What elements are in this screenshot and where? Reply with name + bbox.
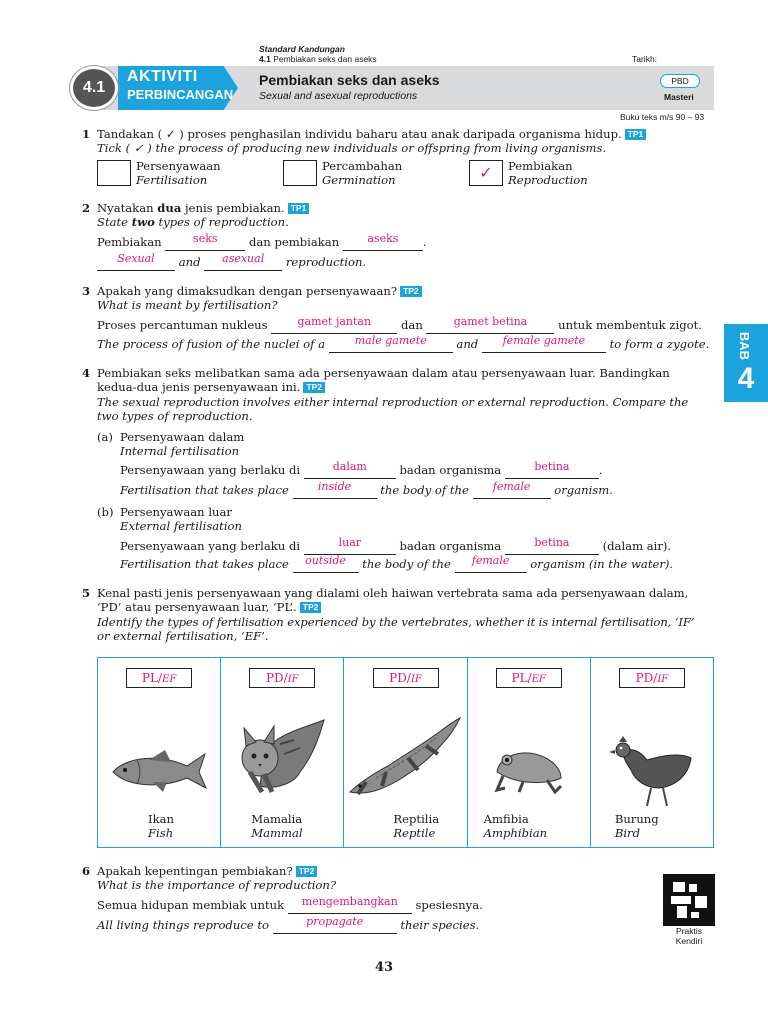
- animal-name-ms: Amfibia: [483, 812, 529, 826]
- question-number: 5: [82, 586, 91, 600]
- answer-line: [120, 536, 672, 555]
- animal-column-bird: [591, 658, 713, 847]
- answer-text: outside: [305, 554, 346, 567]
- answer-line: [120, 460, 603, 479]
- question-text: [97, 600, 321, 615]
- q2-text-ms-bold: dua: [157, 201, 182, 215]
- tag-ms: PD/: [635, 671, 658, 685]
- q3-line2-b: and: [456, 337, 479, 351]
- animal-name-en: Bird: [614, 826, 641, 840]
- question-number: 2: [82, 201, 91, 215]
- q4a-line1-c: .: [598, 463, 603, 477]
- activity-subtitle: PERBINCANGAN: [127, 87, 234, 102]
- animal-name-en: Mammal: [251, 826, 303, 840]
- tag-en: IF: [410, 674, 422, 685]
- q3-line2-a: The process of fusion of the nuclei of a: [97, 337, 326, 351]
- animal-name: [358, 812, 439, 840]
- standard-ref-text: Pembiakan seks dan aseks: [273, 54, 377, 64]
- q3-line1-c: untuk membentuk zigot.: [558, 318, 702, 332]
- option-en: Fertilisation: [136, 173, 208, 187]
- pbd-label: PBD: [671, 76, 689, 86]
- animal-name: [605, 812, 659, 840]
- answer-blank[interactable]: [455, 554, 527, 573]
- animal-name-en: Reptile: [393, 826, 436, 840]
- qr-label: [660, 926, 718, 946]
- question-text: [97, 864, 317, 879]
- q5-text-ms-2: ‘PD’ atau persenyawaan luar, ‘PL’.: [97, 600, 297, 614]
- animal-column-reptile: [344, 658, 467, 847]
- check-mark-icon: ✓: [479, 163, 493, 182]
- question-text-en: Identify the types of fertilisation experienced by the vertebrates, whether it is internal fertilisation, ‘IF’: [97, 615, 695, 629]
- question-text: Pembiakan seks melibatkan sama ada persenyawaan dalam atau persenyawaan luar. Bandingkan: [97, 366, 670, 380]
- q3-text-ms: Apakah yang dimaksudkan dengan persenyawaan?: [97, 284, 398, 298]
- answer-text: female: [471, 554, 510, 567]
- question-text-en: Tick ( ✓ ) the process of producing new individuals or offspring from living organisms.: [97, 141, 607, 155]
- q4a-line2-a: Fertilisation that takes place: [120, 483, 289, 497]
- q3-line1-a: Proses percantuman nukleus: [97, 318, 268, 332]
- chapter-number: 4: [737, 362, 755, 395]
- fertilisation-answer-tag[interactable]: [126, 668, 192, 688]
- tp-badge: TP1: [625, 129, 647, 140]
- answer-blank[interactable]: [271, 315, 397, 334]
- fertilisation-answer-tag[interactable]: [373, 668, 439, 688]
- subpart-title-en: Internal fertilisation: [120, 444, 240, 458]
- answer-blank[interactable]: [482, 334, 606, 353]
- animal-name-ms: Mamalia: [251, 812, 303, 826]
- date-label: Tarikh:: [632, 54, 658, 64]
- tag-ms: PD/: [265, 671, 288, 685]
- q4b-line2-b: the body of the: [362, 557, 451, 571]
- question-number: 1: [82, 127, 91, 141]
- answer-blank[interactable]: [288, 895, 412, 914]
- option-ms: Pembiakan: [508, 159, 573, 173]
- q4a-line1-b: badan organisma: [399, 463, 502, 477]
- textbook-ref: Buku teks m/s 90 – 93: [620, 112, 705, 122]
- answer-text: gamet jantan: [297, 315, 372, 328]
- q6-line2-b: their species.: [400, 918, 480, 932]
- tag-ms: PL/: [141, 671, 163, 685]
- option-ms: Percambahan: [322, 159, 403, 173]
- answer-text: male gamete: [354, 334, 427, 347]
- subpart-label: (a): [97, 430, 113, 444]
- answer-blank[interactable]: [304, 460, 396, 479]
- q4b-line1-a: Persenyawaan yang berlaku di: [120, 539, 301, 553]
- standard-ref-number: 4.1: [259, 54, 271, 64]
- question-text-en: What is meant by fertilisation?: [97, 298, 278, 312]
- q4b-line2-a: Fertilisation that takes place: [120, 557, 289, 571]
- question-text-en: two types of reproduction.: [97, 409, 253, 423]
- q4b-line1-c: (dalam air).: [602, 539, 672, 553]
- q2-text-en-1: State: [97, 215, 129, 229]
- q2-text-ms-2: jenis pembiakan.: [185, 201, 285, 215]
- option-en: Reproduction: [508, 173, 588, 187]
- standard-ref: [259, 54, 377, 65]
- level-label: Masteri: [664, 92, 694, 102]
- answer-text: seks: [193, 232, 218, 245]
- page-number: 43: [374, 960, 394, 975]
- answer-text: inside: [317, 480, 352, 493]
- tp-badge: TP2: [400, 286, 422, 297]
- tp-badge: TP2: [300, 602, 322, 613]
- answer-text: female gamete: [502, 334, 586, 347]
- animal-name: [235, 812, 302, 840]
- option-ms: Persenyawaan: [136, 159, 221, 173]
- qr-label-2: Kendiri: [675, 936, 703, 946]
- tag-ms: PD/: [389, 671, 411, 685]
- subpart-label: (b): [97, 505, 114, 519]
- qr-code-icon: [663, 874, 715, 926]
- animal-name-ms: Ikan: [148, 812, 174, 826]
- chapter-tab-label: BAB: [737, 331, 752, 361]
- tp-badge: TP1: [288, 203, 310, 214]
- answer-blank[interactable]: [293, 554, 359, 573]
- q2-text-ms-1: Nyatakan: [97, 201, 154, 215]
- answer-blank[interactable]: [165, 232, 245, 251]
- animal-name: [112, 812, 174, 840]
- q6-line2-a: All living things reproduce to: [97, 918, 269, 932]
- animal-name: [482, 812, 547, 840]
- answer-text: asexual: [222, 252, 265, 265]
- tag-en: IF: [287, 674, 299, 685]
- q2-line1-c: .: [422, 235, 427, 249]
- fertilisation-table: [97, 657, 714, 848]
- fertilisation-answer-tag[interactable]: [619, 668, 685, 688]
- animal-name-ms: Reptilia: [393, 812, 440, 826]
- option-en: Germination: [322, 173, 396, 187]
- question-text-en: [97, 215, 289, 230]
- tag-ms: PL/: [511, 671, 532, 685]
- section-number: 4.1: [82, 79, 106, 96]
- fertilisation-answer-tag[interactable]: [496, 668, 562, 688]
- q4a-line1-a: Persenyawaan yang berlaku di: [120, 463, 301, 477]
- q4b-line1-b: badan organisma: [399, 539, 502, 553]
- question-text: [97, 284, 422, 299]
- answer-line: [97, 252, 367, 271]
- q6-line1-b: spesiesnya.: [415, 898, 483, 912]
- animal-column-mammal: [221, 658, 344, 847]
- q6-text-ms: Apakah kepentingan pembiakan?: [97, 864, 293, 878]
- chicken-icon: [607, 730, 697, 810]
- animal-name-ms: Burung: [614, 812, 659, 826]
- answer-blank[interactable]: [473, 480, 551, 499]
- animal-name-en: Fish: [148, 826, 174, 840]
- answer-text: betina: [534, 460, 570, 473]
- option-label: [136, 159, 221, 187]
- answer-text: mengembangkan: [301, 895, 398, 908]
- q2-text-en-bold: two: [131, 215, 155, 229]
- answer-line: [97, 232, 427, 251]
- topic-subtitle: Sexual and asexual reproductions: [259, 90, 418, 102]
- option-label: [508, 159, 588, 187]
- answer-blank[interactable]: [273, 915, 397, 934]
- answer-line: [97, 895, 483, 914]
- q4a-line2-b: the body of the: [380, 483, 469, 497]
- q2-text-en-2: types of reproduction.: [158, 215, 289, 229]
- q2-line1-a: Pembiakan: [97, 235, 162, 249]
- answer-text: dalam: [332, 460, 367, 473]
- animal-column-amphibian: [468, 658, 591, 847]
- standard-label: Standard Kandungan: [259, 44, 345, 54]
- frog-icon: [489, 742, 569, 794]
- answer-blank[interactable]: [505, 460, 599, 479]
- answer-text: gamet betina: [453, 315, 528, 328]
- tick-box-germination[interactable]: [283, 160, 317, 186]
- q2-line1-b: dan pembiakan: [248, 235, 340, 249]
- answer-blank[interactable]: [304, 536, 396, 555]
- qr-label-1: Praktis: [676, 926, 702, 936]
- answer-text: aseks: [367, 232, 399, 245]
- answer-blank[interactable]: [505, 536, 599, 555]
- pbd-badge: [660, 74, 700, 88]
- activity-title: AKTIVITI: [127, 68, 198, 85]
- tick-box-reproduction[interactable]: [469, 160, 503, 186]
- fertilisation-answer-tag[interactable]: [249, 668, 315, 688]
- q2-line2-c: reproduction.: [285, 255, 367, 269]
- answer-line: [97, 915, 480, 934]
- answer-line: [120, 554, 674, 573]
- question-number: 6: [82, 864, 91, 878]
- q2-line2-b: and: [178, 255, 201, 269]
- answer-line: [120, 480, 613, 499]
- q4-text-ms-2: kedua-dua jenis persenyawaan ini.: [97, 380, 301, 394]
- tp-badge: TP2: [296, 866, 318, 877]
- tick-box-fertilisation[interactable]: [97, 160, 131, 186]
- tag-en: EF: [531, 674, 546, 685]
- q1-text-ms: Tandakan ( ✓ ) proses penghasilan individu baharu atau anak daripada organisma hidup.: [97, 127, 622, 141]
- option-label: [322, 159, 402, 187]
- section-number-badge: [70, 66, 118, 110]
- answer-blank[interactable]: [97, 252, 175, 271]
- subpart-title: Persenyawaan luar: [120, 505, 232, 519]
- answer-text: Sexual: [117, 252, 155, 265]
- question-text: [97, 201, 309, 216]
- subpart-title: Persenyawaan dalam: [120, 430, 245, 444]
- question-number: 4: [82, 366, 91, 380]
- fish-icon: [109, 746, 209, 796]
- answer-text: betina: [534, 536, 570, 549]
- tag-en: IF: [657, 674, 669, 685]
- question-text: [97, 380, 325, 395]
- subpart-title-en: External fertilisation: [120, 519, 242, 533]
- answer-blank[interactable]: [293, 480, 377, 499]
- question-text-en: or external fertilisation, ‘EF’.: [97, 629, 269, 643]
- answer-line: [97, 334, 710, 353]
- q4a-line2-c: organism.: [554, 483, 613, 497]
- cat-icon: [234, 714, 330, 794]
- question-number: 3: [82, 284, 91, 298]
- question-text: [97, 127, 646, 142]
- crocodile-icon: [346, 712, 466, 802]
- q4b-line2-c: organism (in the water).: [530, 557, 674, 571]
- answer-blank[interactable]: [329, 334, 453, 353]
- answer-blank[interactable]: [204, 252, 282, 271]
- topic-title: Pembiakan seks dan aseks: [259, 72, 440, 88]
- answer-blank[interactable]: [426, 315, 554, 334]
- tag-en: EF: [162, 674, 177, 685]
- q3-line2-c: to form a zygote.: [609, 337, 710, 351]
- animal-column-fish: [98, 658, 221, 847]
- answer-text: luar: [338, 536, 362, 549]
- animal-name-en: Amphibian: [483, 826, 548, 840]
- question-text: Kenal pasti jenis persenyawaan yang dialami oleh haiwan vertebrata sama ada persenyawaan dalam,: [97, 586, 689, 600]
- answer-text: female: [492, 480, 531, 493]
- question-text-en: What is the importance of reproduction?: [97, 878, 337, 892]
- answer-text: propagate: [306, 915, 364, 928]
- tp-badge: TP2: [303, 382, 325, 393]
- qr-code[interactable]: [663, 874, 715, 926]
- answer-blank[interactable]: [343, 232, 423, 251]
- q6-line1-a: Semua hidupan membiak untuk: [97, 898, 285, 912]
- q3-line1-b: dan: [400, 318, 423, 332]
- answer-line: [97, 315, 702, 334]
- question-text-en: The sexual reproduction involves either internal reproduction or external reproduction. Compare the: [97, 395, 689, 409]
